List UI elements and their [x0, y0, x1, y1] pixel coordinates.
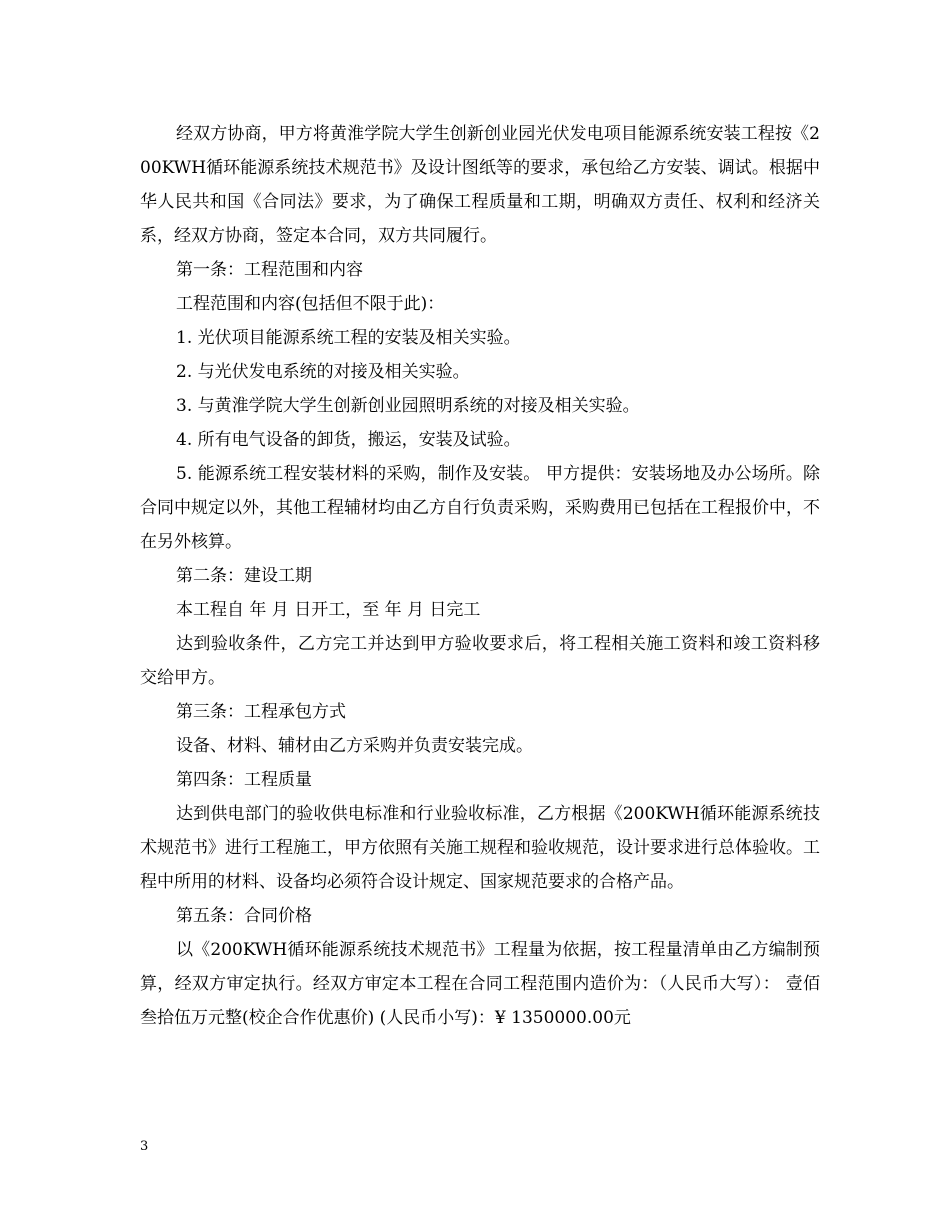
- list-item-2: 2. 与光伏发电系统的对接及相关实验。: [176, 362, 470, 382]
- paragraph-price: 以《200KWH循环能源系统技术规范书》工程量为依据，按工程量清单由乙方编制预算，经双方审定执行。经双方审定本工程在合同工程范围内造价为：（人民币大写）： 壹佰叁拾伍万元整(校企合作优惠价) (人民币小写)：¥ 1350000.00元: [140, 940, 820, 1028]
- article-5-heading: 第五条：合同价格: [176, 906, 312, 926]
- list-item-4: 4. 所有电气设备的卸货，搬运，安装及试验。: [176, 430, 521, 450]
- article-2-heading: 第二条：建设工期: [176, 566, 312, 586]
- article-4-heading: 第四条：工程质量: [176, 770, 312, 790]
- paragraph-acceptance: 达到验收条件，乙方完工并达到甲方验收要求后，将工程相关施工资料和竣工资料移交给甲方。: [140, 634, 820, 688]
- article-1-heading: 第一条：工程范围和内容: [176, 260, 363, 280]
- list-item-5: 5. 能源系统工程安装材料的采购，制作及安装。 甲方提供：安装场地及办公场所。除合同中规定以外，其他工程辅材均由乙方自行负责采购，采购费用已包括在工程报价中，不在另外核算。: [140, 464, 820, 552]
- paragraph-scope-intro: 工程范围和内容(包括但不限于此)：: [176, 294, 445, 314]
- paragraph-preamble: 经双方协商，甲方将黄淮学院大学生创新创业园光伏发电项目能源系统安装工程按《200KWH循环能源系统技术规范书》及设计图纸等的要求，承包给乙方安装、调试。根据中华人民共和国《合同法》要求，为了确保工程质量和工期，明确双方责任、权利和经济关系，经双方协商，签定本合同，双方共同履行。: [140, 124, 820, 246]
- paragraph-schedule: 本工程自 年 月 日开工，至 年 月 日完工: [176, 600, 481, 620]
- article-3-heading: 第三条：工程承包方式: [176, 702, 346, 722]
- paragraph-quality: 达到供电部门的验收供电标准和行业验收标准，乙方根据《200KWH循环能源系统技术规范书》进行工程施工，甲方依照有关施工规程和验收规范，设计要求进行总体验收。工程中所用的材料、设备均必须符合设计规定、国家规范要求的合格产品。: [140, 804, 820, 892]
- page-number: 3: [140, 1139, 149, 1154]
- document-body: [140, 117, 820, 1035]
- list-item-1: 1. 光伏项目能源系统工程的安装及相关实验。: [176, 328, 521, 348]
- paragraph-contracting: 设备、材料、辅材由乙方采购并负责安装完成。: [176, 736, 533, 756]
- list-item-3: 3. 与黄淮学院大学生创新创业园照明系统的对接及相关实验。: [176, 396, 640, 416]
